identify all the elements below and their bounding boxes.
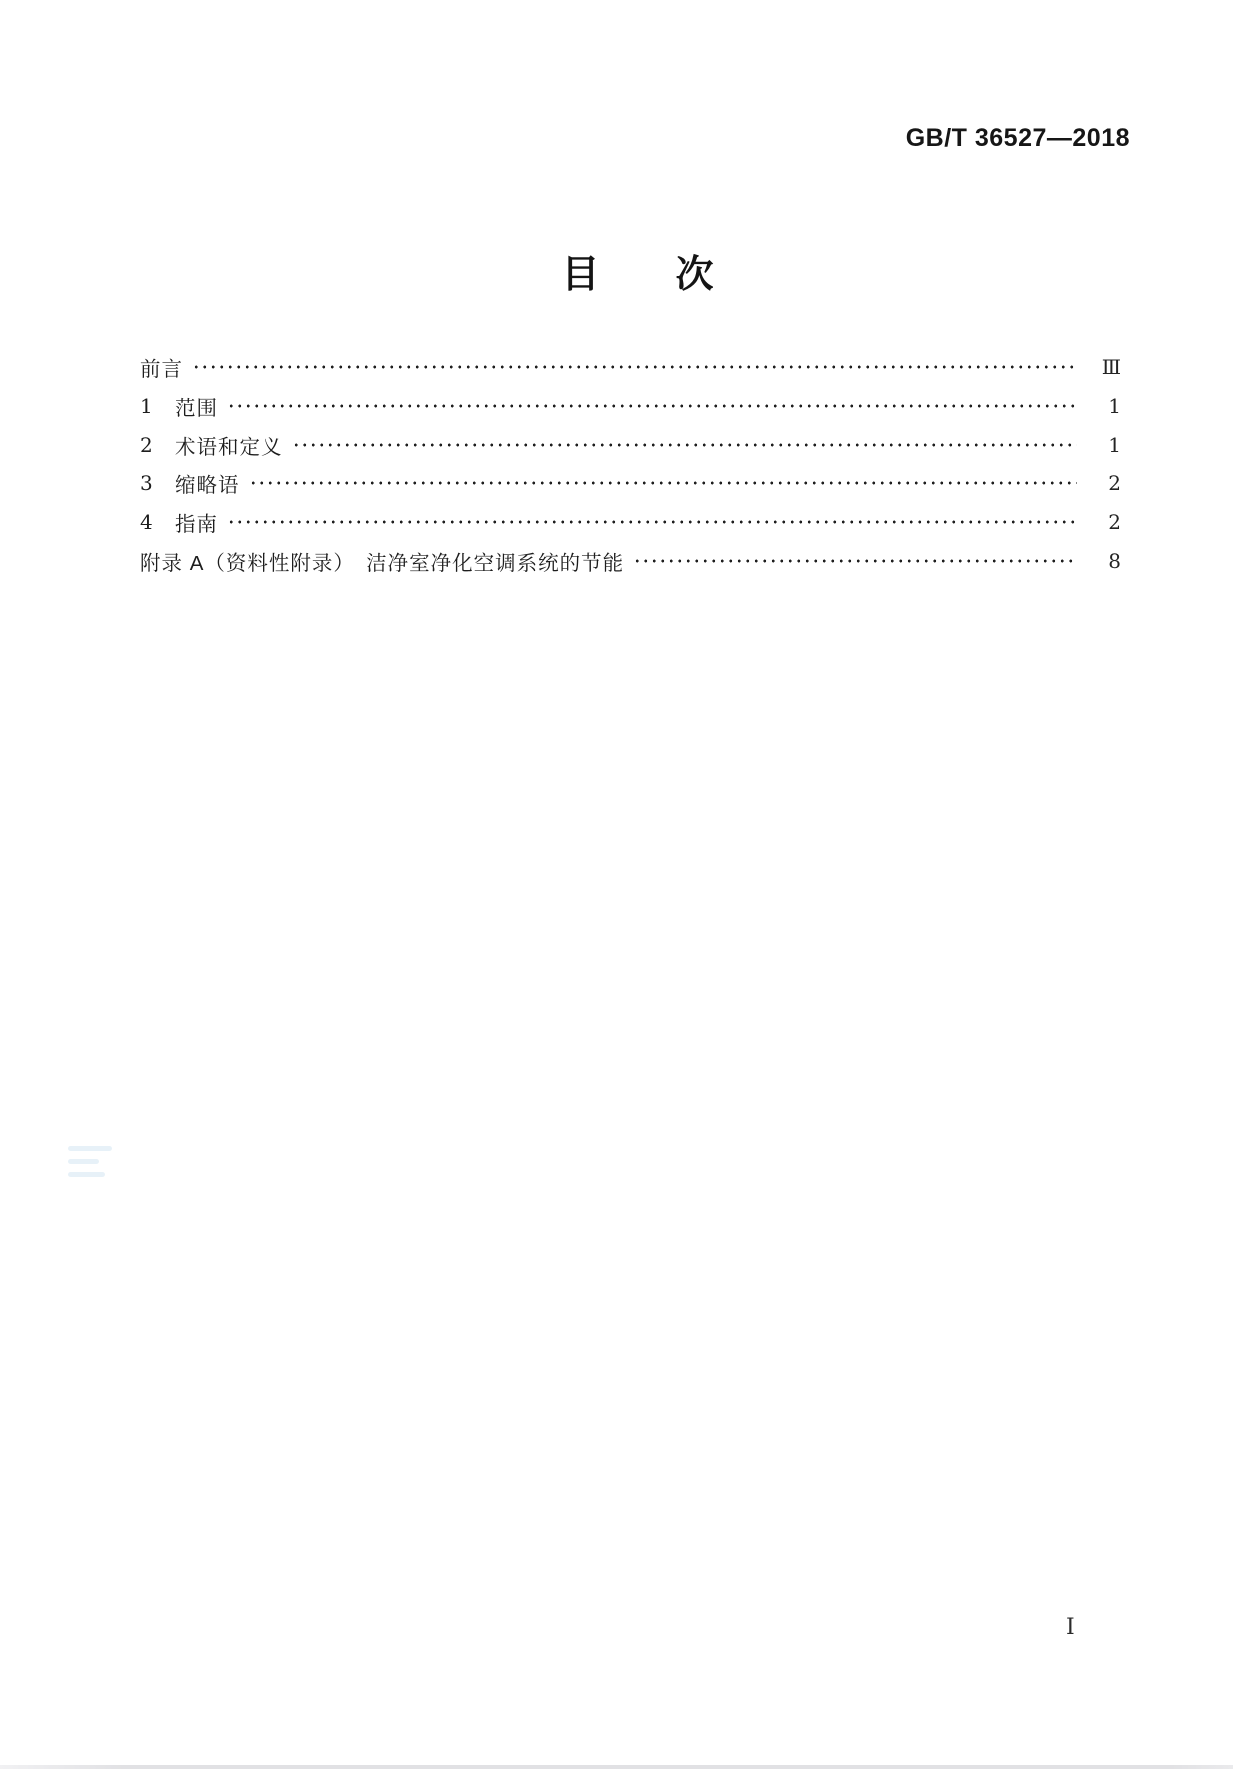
page-title: 目 次	[561, 254, 714, 296]
toc-entry-terms-definitions	[140, 425, 1121, 464]
footer-page-number: Ⅰ	[1066, 1615, 1075, 1640]
toc-entry-page: 8	[1108, 548, 1121, 573]
toc-entry-label: 前言	[140, 358, 183, 382]
toc-entry-guidelines	[140, 503, 1121, 542]
dot-leader	[633, 541, 1077, 580]
toc-entry-label: 缩略语	[175, 474, 240, 498]
toc-entry-label: 术语和定义	[175, 435, 283, 459]
toc-entry-number: 4	[140, 510, 153, 535]
dot-leader	[227, 503, 1077, 542]
dot-leader	[227, 387, 1077, 426]
toc-entry-label: 附录 A（资料性附录） 洁净室净化空调系统的节能	[140, 551, 625, 575]
dot-leader	[292, 425, 1078, 464]
bottom-scan-line	[0, 1765, 1233, 1769]
toc-entry-label: 范围	[175, 397, 218, 421]
toc-entry-page: Ⅲ	[1101, 355, 1121, 380]
standard-code: GB/T 36527—2018	[905, 124, 1130, 152]
toc-entry-page: 2	[1108, 510, 1121, 535]
dot-leader	[249, 464, 1078, 503]
toc-entry-page: 1	[1108, 394, 1121, 419]
toc-entry-label: 指南	[175, 513, 218, 537]
toc-entry-number: 2	[140, 432, 153, 457]
table-of-contents	[140, 348, 1121, 580]
toc-entry-scope	[140, 387, 1121, 426]
toc-entry-foreword	[140, 348, 1121, 387]
toc-entry-abbreviations	[140, 464, 1121, 503]
faint-scan-artifact	[68, 1146, 112, 1188]
toc-entry-page: 1	[1108, 432, 1121, 457]
toc-entry-appendix-a	[140, 541, 1121, 580]
toc-entry-number: 3	[140, 471, 153, 496]
toc-entry-page: 2	[1108, 471, 1121, 496]
dot-leader	[192, 348, 1077, 387]
toc-entry-number: 1	[140, 394, 153, 419]
